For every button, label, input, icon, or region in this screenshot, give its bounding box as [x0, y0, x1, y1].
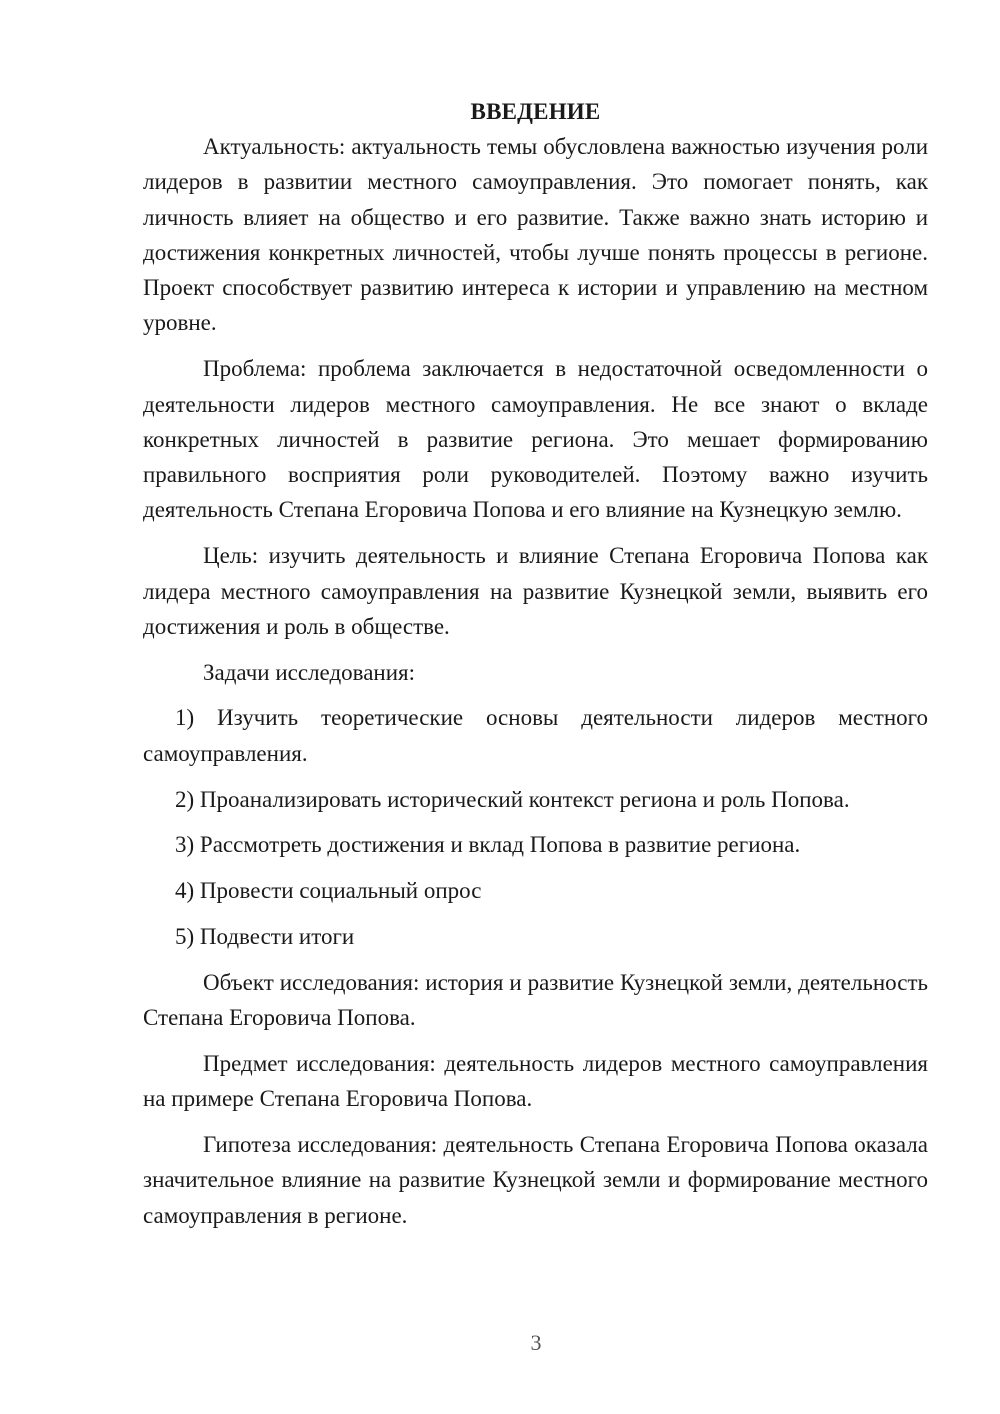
- paragraph-relevance: Актуальность: актуальность темы обусловлена важностью изучения роли лидеров в развитии местного самоуправления. Это помогает понять, как личность влияет на общество и его развитие. Также важно знать историю и достижения конкретных личностей, чтобы лучше понять процессы в регионе. Проект способствует развитию интереса к истории и управлению на местном уровне.: [143, 134, 928, 336]
- page-number: 3: [530, 1330, 542, 1355]
- list-item: 4) Провести социальный опрос: [175, 878, 482, 904]
- list-item: 1) Изучить теоретические основы деятельности лидеров местного самоуправления.: [143, 705, 928, 766]
- list-item: 2) Проанализировать исторический контекст региона и роль Попова.: [175, 786, 850, 812]
- list-item: 3) Рассмотреть достижения и вклад Попова в развитие региона.: [175, 832, 801, 858]
- paragraph-subject: Предмет исследования: деятельность лидеров местного самоуправления на примере Степана Егоровича Попова.: [143, 1050, 928, 1112]
- page-title: ВВЕДЕНИЕ: [470, 99, 601, 124]
- task-list: [143, 700, 928, 954]
- paragraph-goal: Цель: изучить деятельность и влияние Степана Егоровича Попова как лидера местного самоуправления на развитие Кузнецкой земли, выявить его достижения и роль в обществе.: [143, 543, 928, 639]
- paragraph-problem: Проблема: проблема заключается в недостаточной осведомленности о деятельности лидеров местного самоуправления. Не все знают о вкладе конкретных личностей в развитие региона. Это мешает формированию правильного восприятия роли руководителей. Поэтому важно изучить деятельность Степана Егоровича Попова и его влияние на Кузнецкую землю.: [143, 356, 928, 523]
- paragraph-hypothesis: Гипотеза исследования: деятельность Степана Егоровича Попова оказала значительное влияние на развитие Кузнецкой земли и формирование местного самоуправления в регионе.: [143, 1131, 928, 1228]
- list-item: 5) Подвести итоги: [175, 923, 355, 949]
- tasks-heading: Задачи исследования:: [203, 659, 416, 685]
- paragraph-object: Объект исследования: история и развитие Кузнецкой земли, деятельность Степана Егоровича Попова.: [143, 969, 928, 1031]
- document-page: [143, 94, 928, 1243]
